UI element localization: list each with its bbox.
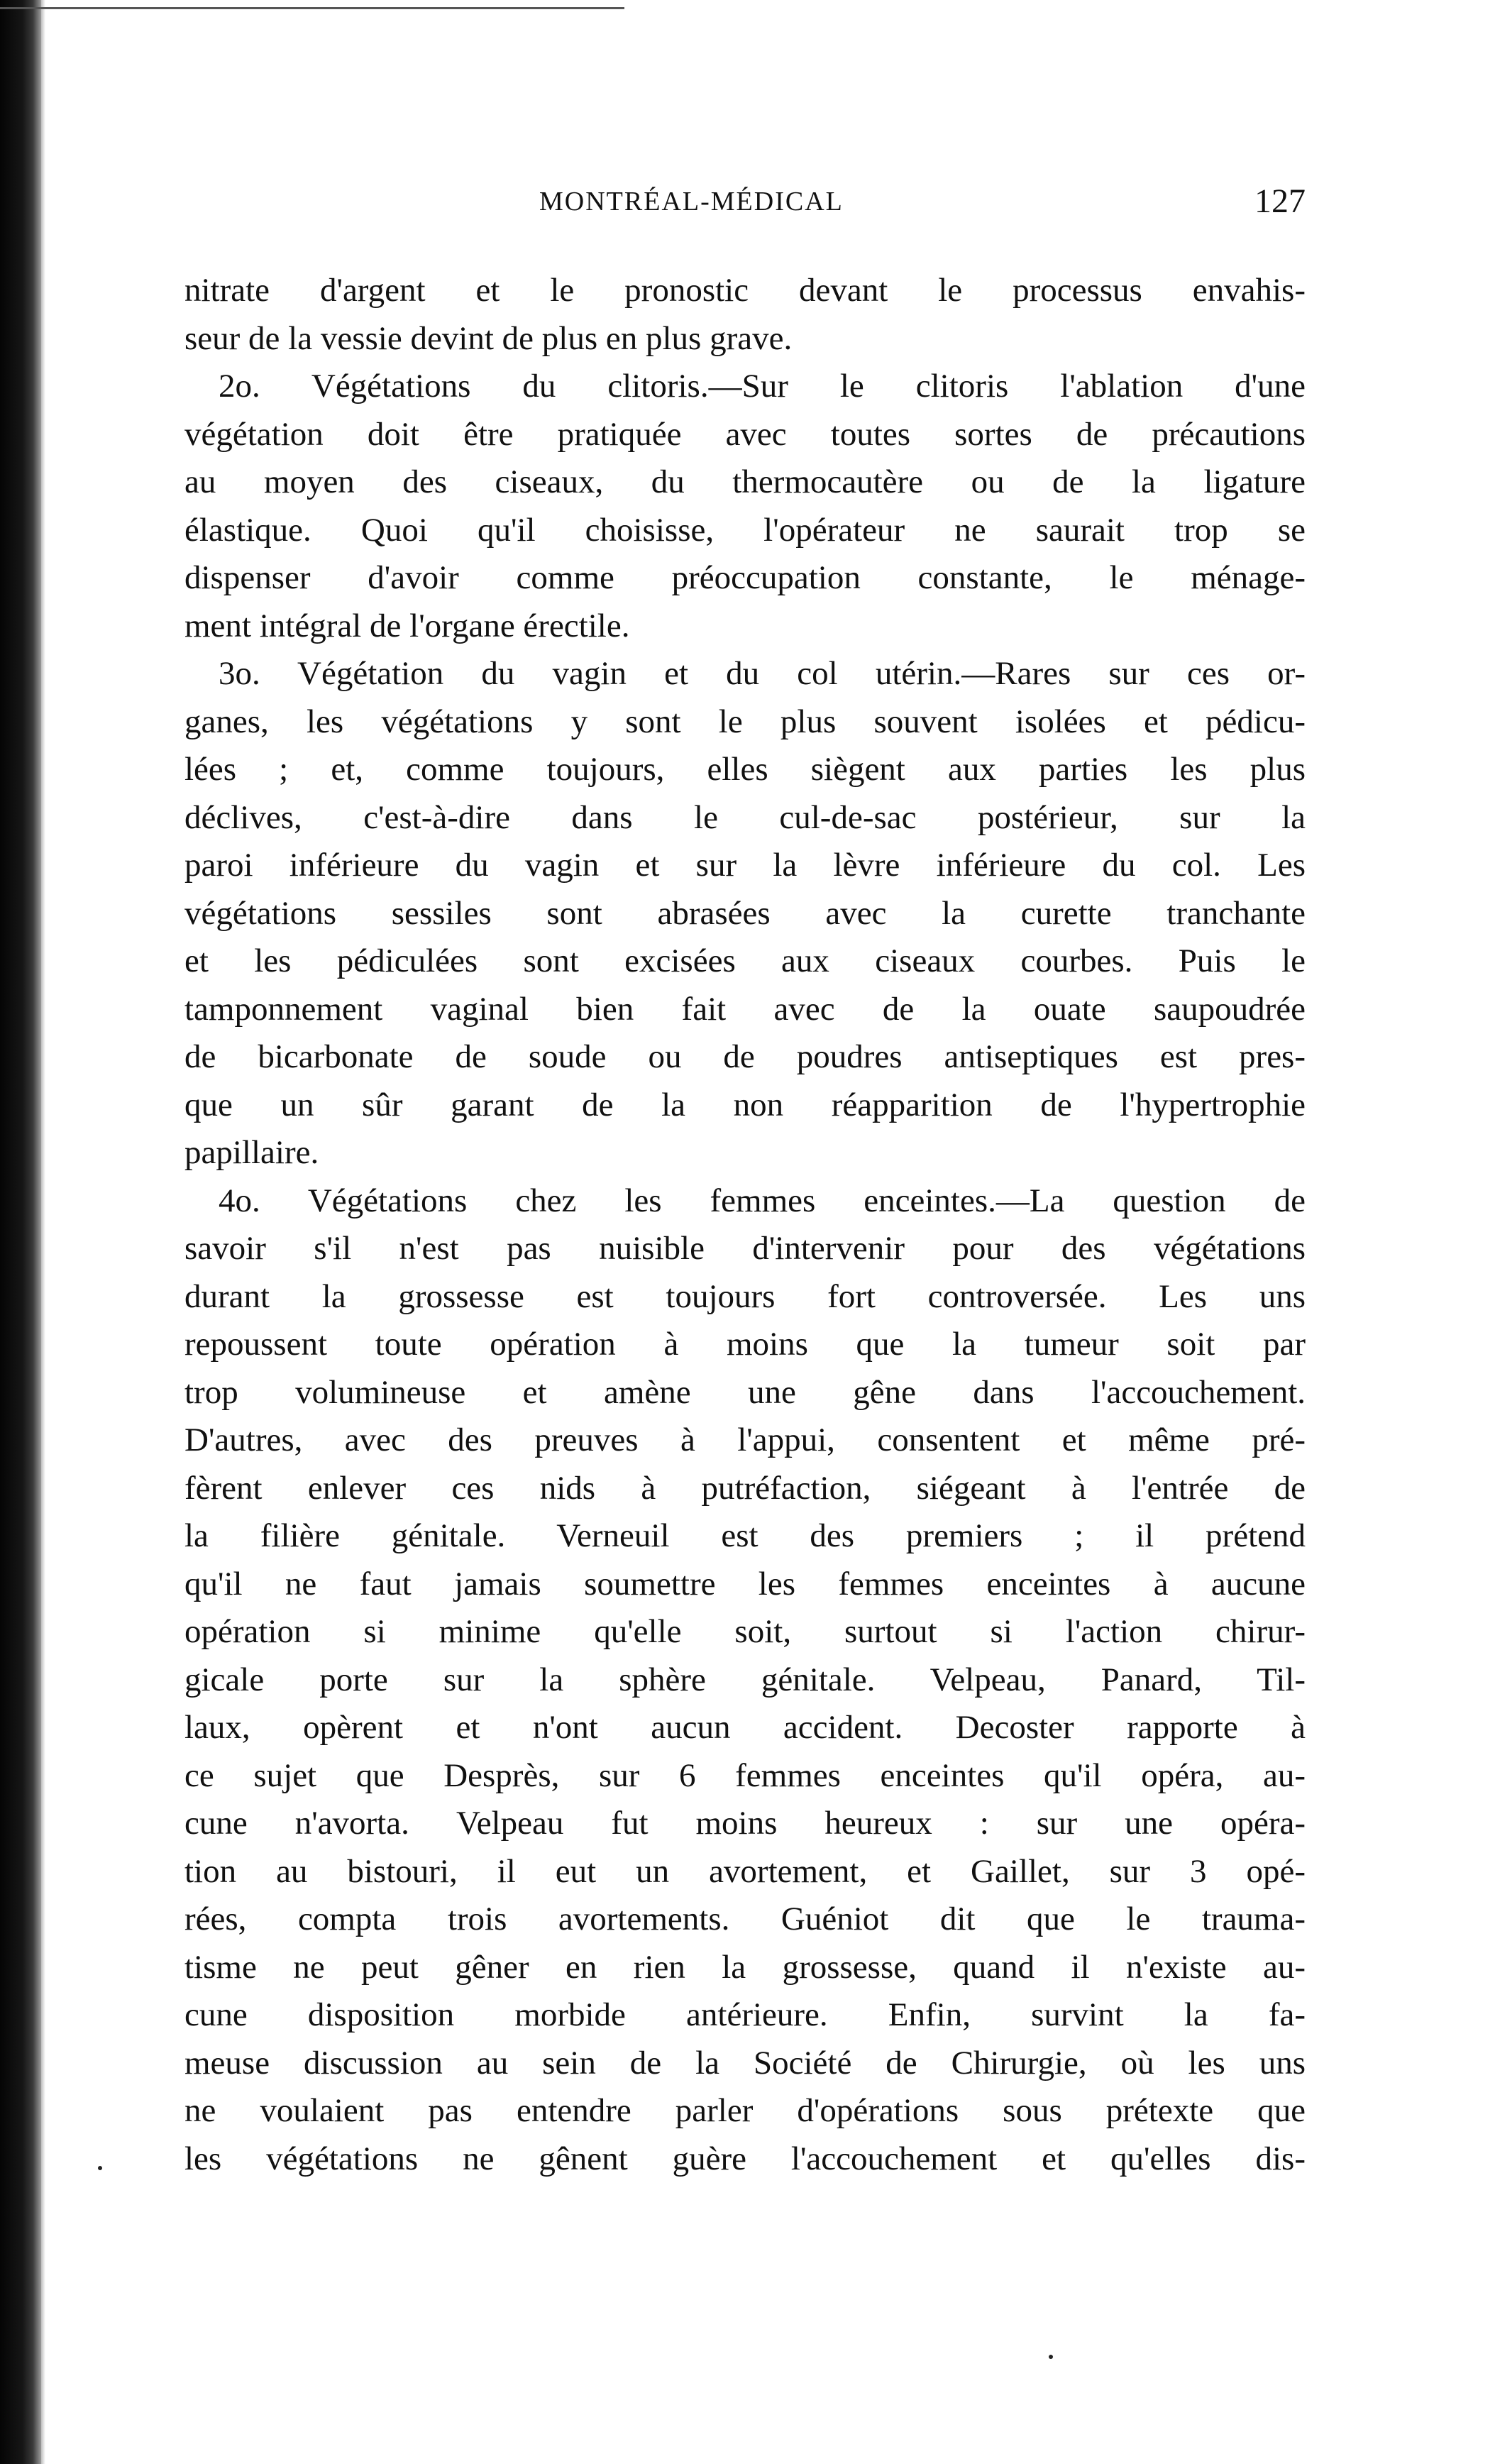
body-text xyxy=(184,267,1306,2183)
text-line: au moyen des ciseaux, du thermocautère ou de la ligature xyxy=(184,463,1306,500)
text-line: végétation doit être pratiquée avec toutes sortes de précautions xyxy=(184,415,1306,453)
text-line: et les pédiculées sont excisées aux ciseaux courbes. Puis le xyxy=(184,942,1306,979)
text-line: D'autres, avec des preuves à l'appui, consentent et même pré- xyxy=(184,1421,1306,1458)
text-line: ganes, les végétations y sont le plus souvent isolées et pédicu- xyxy=(184,703,1306,740)
text-line: 4o. Végétations chez les femmes enceintes.—La question de xyxy=(219,1182,1306,1219)
text-line: élastique. Quoi qu'il choisisse, l'opérateur ne saurait trop se xyxy=(184,511,1306,549)
text-line: les végétations ne gênent guère l'accouchement et qu'elles dis- xyxy=(184,2140,1306,2177)
text-line: laux, opèrent et n'ont aucun accident. Decoster rapporte à xyxy=(184,1709,1306,1746)
text-line: cune n'avorta. Velpeau fut moins heureux : sur une opéra- xyxy=(184,1805,1306,1842)
text-line: ce sujet que Desprès, sur 6 femmes enceintes qu'il opéra, au- xyxy=(184,1756,1306,1794)
text-line: nitrate d'argent et le pronostic devant le processus envahis- xyxy=(184,272,1306,309)
text-line: lées ; et, comme toujours, elles siègent aux parties les plus xyxy=(184,751,1306,788)
text-line: ment intégral de l'organe érectile. xyxy=(184,607,630,644)
text-line: paroi inférieure du vagin et sur la lèvre inférieure du col. Les xyxy=(184,847,1306,884)
running-head: MONTRÉAL-MÉDICAL xyxy=(539,187,844,216)
text-line: dispenser d'avoir comme préoccupation constante, le ménage- xyxy=(184,559,1306,596)
text-line: tion au bistouri, il eut un avortement, et Gaillet, sur 3 opé- xyxy=(184,1852,1306,1890)
page-header xyxy=(184,182,1306,229)
text-line: de bicarbonate de soude ou de poudres antiseptiques est pres- xyxy=(184,1038,1306,1075)
page-number: 127 xyxy=(1254,182,1306,220)
text-line: meuse discussion au sein de la Société de Chirurgie, où les uns xyxy=(184,2044,1306,2081)
text-line: déclives, c'est-à-dire dans le cul-de-sac postérieur, sur la xyxy=(184,798,1306,836)
text-line: savoir s'il n'est pas nuisible d'intervenir pour des végétations xyxy=(184,1230,1306,1267)
scan-speck xyxy=(98,2166,102,2170)
text-line: papillaire. xyxy=(184,1134,319,1171)
text-line: végétations sessiles sont abrasées avec la curette tranchante xyxy=(184,894,1306,932)
scan-binding-shadow xyxy=(0,0,41,2464)
text-line: la filière génitale. Verneuil est des premiers ; il prétend xyxy=(184,1517,1306,1554)
text-line: cune disposition morbide antérieure. Enfin, survint la fa- xyxy=(184,1996,1306,2033)
text-line: rées, compta trois avortements. Guéniot dit que le trauma- xyxy=(184,1901,1306,1937)
text-line: 3o. Végétation du vagin et du col utérin.—Rares sur ces or- xyxy=(219,655,1306,692)
text-line: tisme ne peut gêner en rien la grossesse, quand il n'existe au- xyxy=(184,1948,1306,1986)
top-scan-rule xyxy=(0,7,624,9)
text-line: tamponnement vaginal bien fait avec de la ouate saupoudrée xyxy=(184,990,1306,1028)
text-line: trop volumineuse et amène une gêne dans l'accouchement. xyxy=(184,1373,1306,1411)
text-line: gicale porte sur la sphère génitale. Velpeau, Panard, Til- xyxy=(184,1661,1306,1698)
text-line: fèrent enlever ces nids à putréfaction, siégeant à l'entrée de xyxy=(184,1469,1306,1507)
text-line: seur de la vessie devint de plus en plus grave. xyxy=(184,319,793,357)
text-line: opération si minime qu'elle soit, surtout si l'action chirur- xyxy=(184,1613,1306,1650)
text-line: durant la grossesse est toujours fort controversée. Les uns xyxy=(184,1277,1306,1315)
text-line: qu'il ne faut jamais soumettre les femmes enceintes à aucune xyxy=(184,1565,1306,1602)
text-line: repoussent toute opération à moins que la tumeur soit par xyxy=(184,1326,1306,1363)
text-line: que un sûr garant de la non réapparition de l'hypertrophie xyxy=(184,1086,1306,1123)
text-line: 2o. Végétations du clitoris.—Sur le clitoris l'ablation d'une xyxy=(219,368,1306,405)
text-line: ne voulaient pas entendre parler d'opérations sous prétexte que xyxy=(184,2092,1306,2129)
scan-speck xyxy=(1049,2355,1053,2359)
